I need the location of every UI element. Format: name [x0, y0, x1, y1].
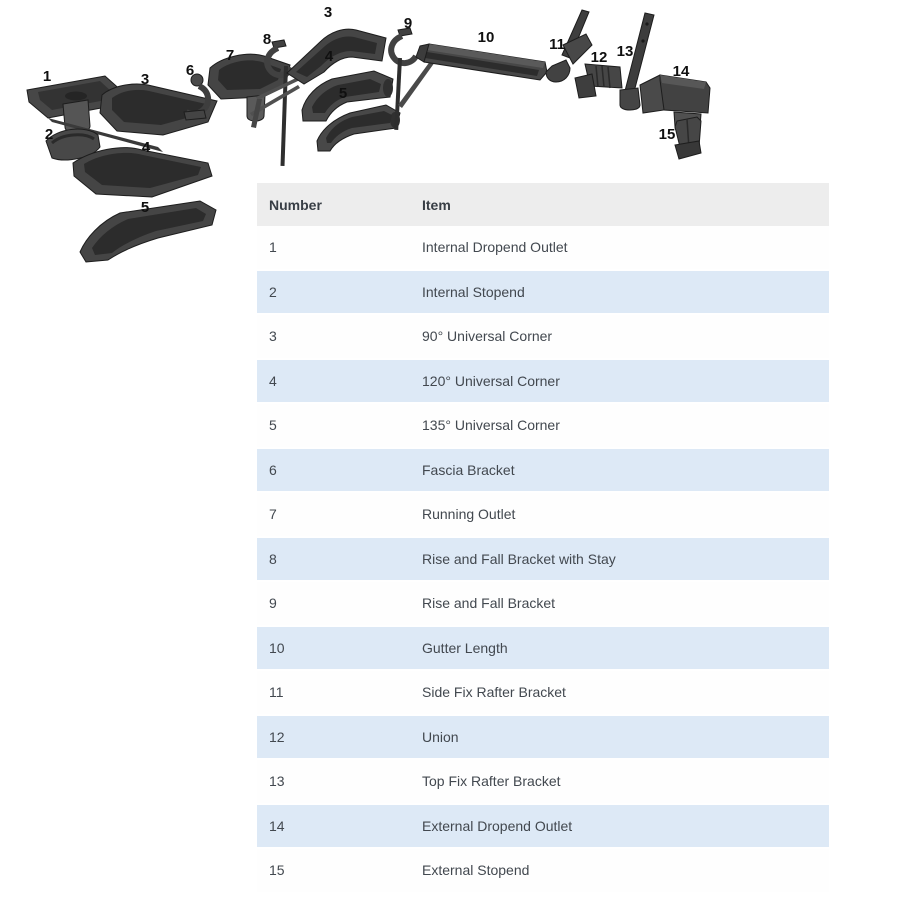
part-union-illustration — [575, 64, 622, 98]
cell-number: 8 — [257, 537, 410, 582]
cell-item: Fascia Bracket — [410, 448, 829, 493]
part-rise-fall-bracket-illustration — [391, 28, 435, 130]
cell-item: 135° Universal Corner — [410, 403, 829, 448]
cell-number: 10 — [257, 626, 410, 671]
cell-item: Side Fix Rafter Bracket — [410, 670, 829, 715]
table-row — [257, 670, 829, 715]
cell-number: 2 — [257, 270, 410, 315]
part-label-13: 13 — [616, 43, 634, 60]
cell-number: 3 — [257, 314, 410, 359]
column-header-number: Number — [257, 183, 410, 226]
part-label-3-left: 3 — [140, 71, 150, 88]
cell-item: Gutter Length — [410, 626, 829, 671]
column-header-item: Item — [410, 183, 829, 226]
table-row — [257, 359, 829, 404]
cell-number: 5 — [257, 403, 410, 448]
table-row — [257, 804, 829, 849]
part-label-3-top: 3 — [323, 4, 333, 21]
cell-number: 15 — [257, 848, 410, 893]
part-label-5-right: 5 — [338, 85, 348, 102]
part-label-1: 1 — [42, 68, 52, 85]
table-row — [257, 270, 829, 315]
part-label-4-right: 4 — [324, 48, 334, 65]
table-row — [257, 715, 829, 760]
table-row — [257, 626, 829, 671]
table-row — [257, 848, 829, 893]
cell-item: Top Fix Rafter Bracket — [410, 759, 829, 804]
part-label-4-left: 4 — [141, 139, 151, 156]
part-label-8: 8 — [262, 31, 272, 48]
cell-item: Internal Stopend — [410, 270, 829, 315]
part-label-5-left: 5 — [140, 199, 150, 216]
part-label-6: 6 — [185, 62, 195, 79]
cell-item: Rise and Fall Bracket — [410, 581, 829, 626]
table-row — [257, 492, 829, 537]
table-row — [257, 448, 829, 493]
cell-number: 13 — [257, 759, 410, 804]
cell-number: 6 — [257, 448, 410, 493]
part-label-14: 14 — [672, 63, 690, 80]
part-external-stopend-illustration — [675, 117, 701, 159]
table-row — [257, 226, 829, 270]
cell-number: 11 — [257, 670, 410, 715]
table-row — [257, 759, 829, 804]
cell-item: Union — [410, 715, 829, 760]
cell-item: Running Outlet — [410, 492, 829, 537]
part-label-12: 12 — [590, 49, 608, 66]
cell-number: 9 — [257, 581, 410, 626]
table-row — [257, 537, 829, 582]
part-label-15: 15 — [658, 126, 676, 143]
cell-number: 14 — [257, 804, 410, 849]
cell-number: 7 — [257, 492, 410, 537]
part-label-10: 10 — [477, 29, 495, 46]
part-label-2: 2 — [44, 126, 54, 143]
cell-number: 12 — [257, 715, 410, 760]
cell-item: Internal Dropend Outlet — [410, 226, 829, 270]
parts-table — [257, 183, 829, 894]
table-row — [257, 581, 829, 626]
cell-number: 4 — [257, 359, 410, 404]
table-row — [257, 314, 829, 359]
part-label-11: 11 — [549, 36, 565, 53]
part-label-9: 9 — [403, 15, 413, 32]
cell-item: External Stopend — [410, 848, 829, 893]
table-header-row — [257, 183, 829, 226]
cell-item: 90° Universal Corner — [410, 314, 829, 359]
cell-item: 120° Universal Corner — [410, 359, 829, 404]
cell-item: External Dropend Outlet — [410, 804, 829, 849]
cell-item: Rise and Fall Bracket with Stay — [410, 537, 829, 582]
cell-number: 1 — [257, 226, 410, 270]
part-label-7: 7 — [225, 47, 235, 64]
table-row — [257, 403, 829, 448]
parts-table-body — [257, 226, 829, 893]
part-gutter-length-illustration — [416, 44, 547, 80]
